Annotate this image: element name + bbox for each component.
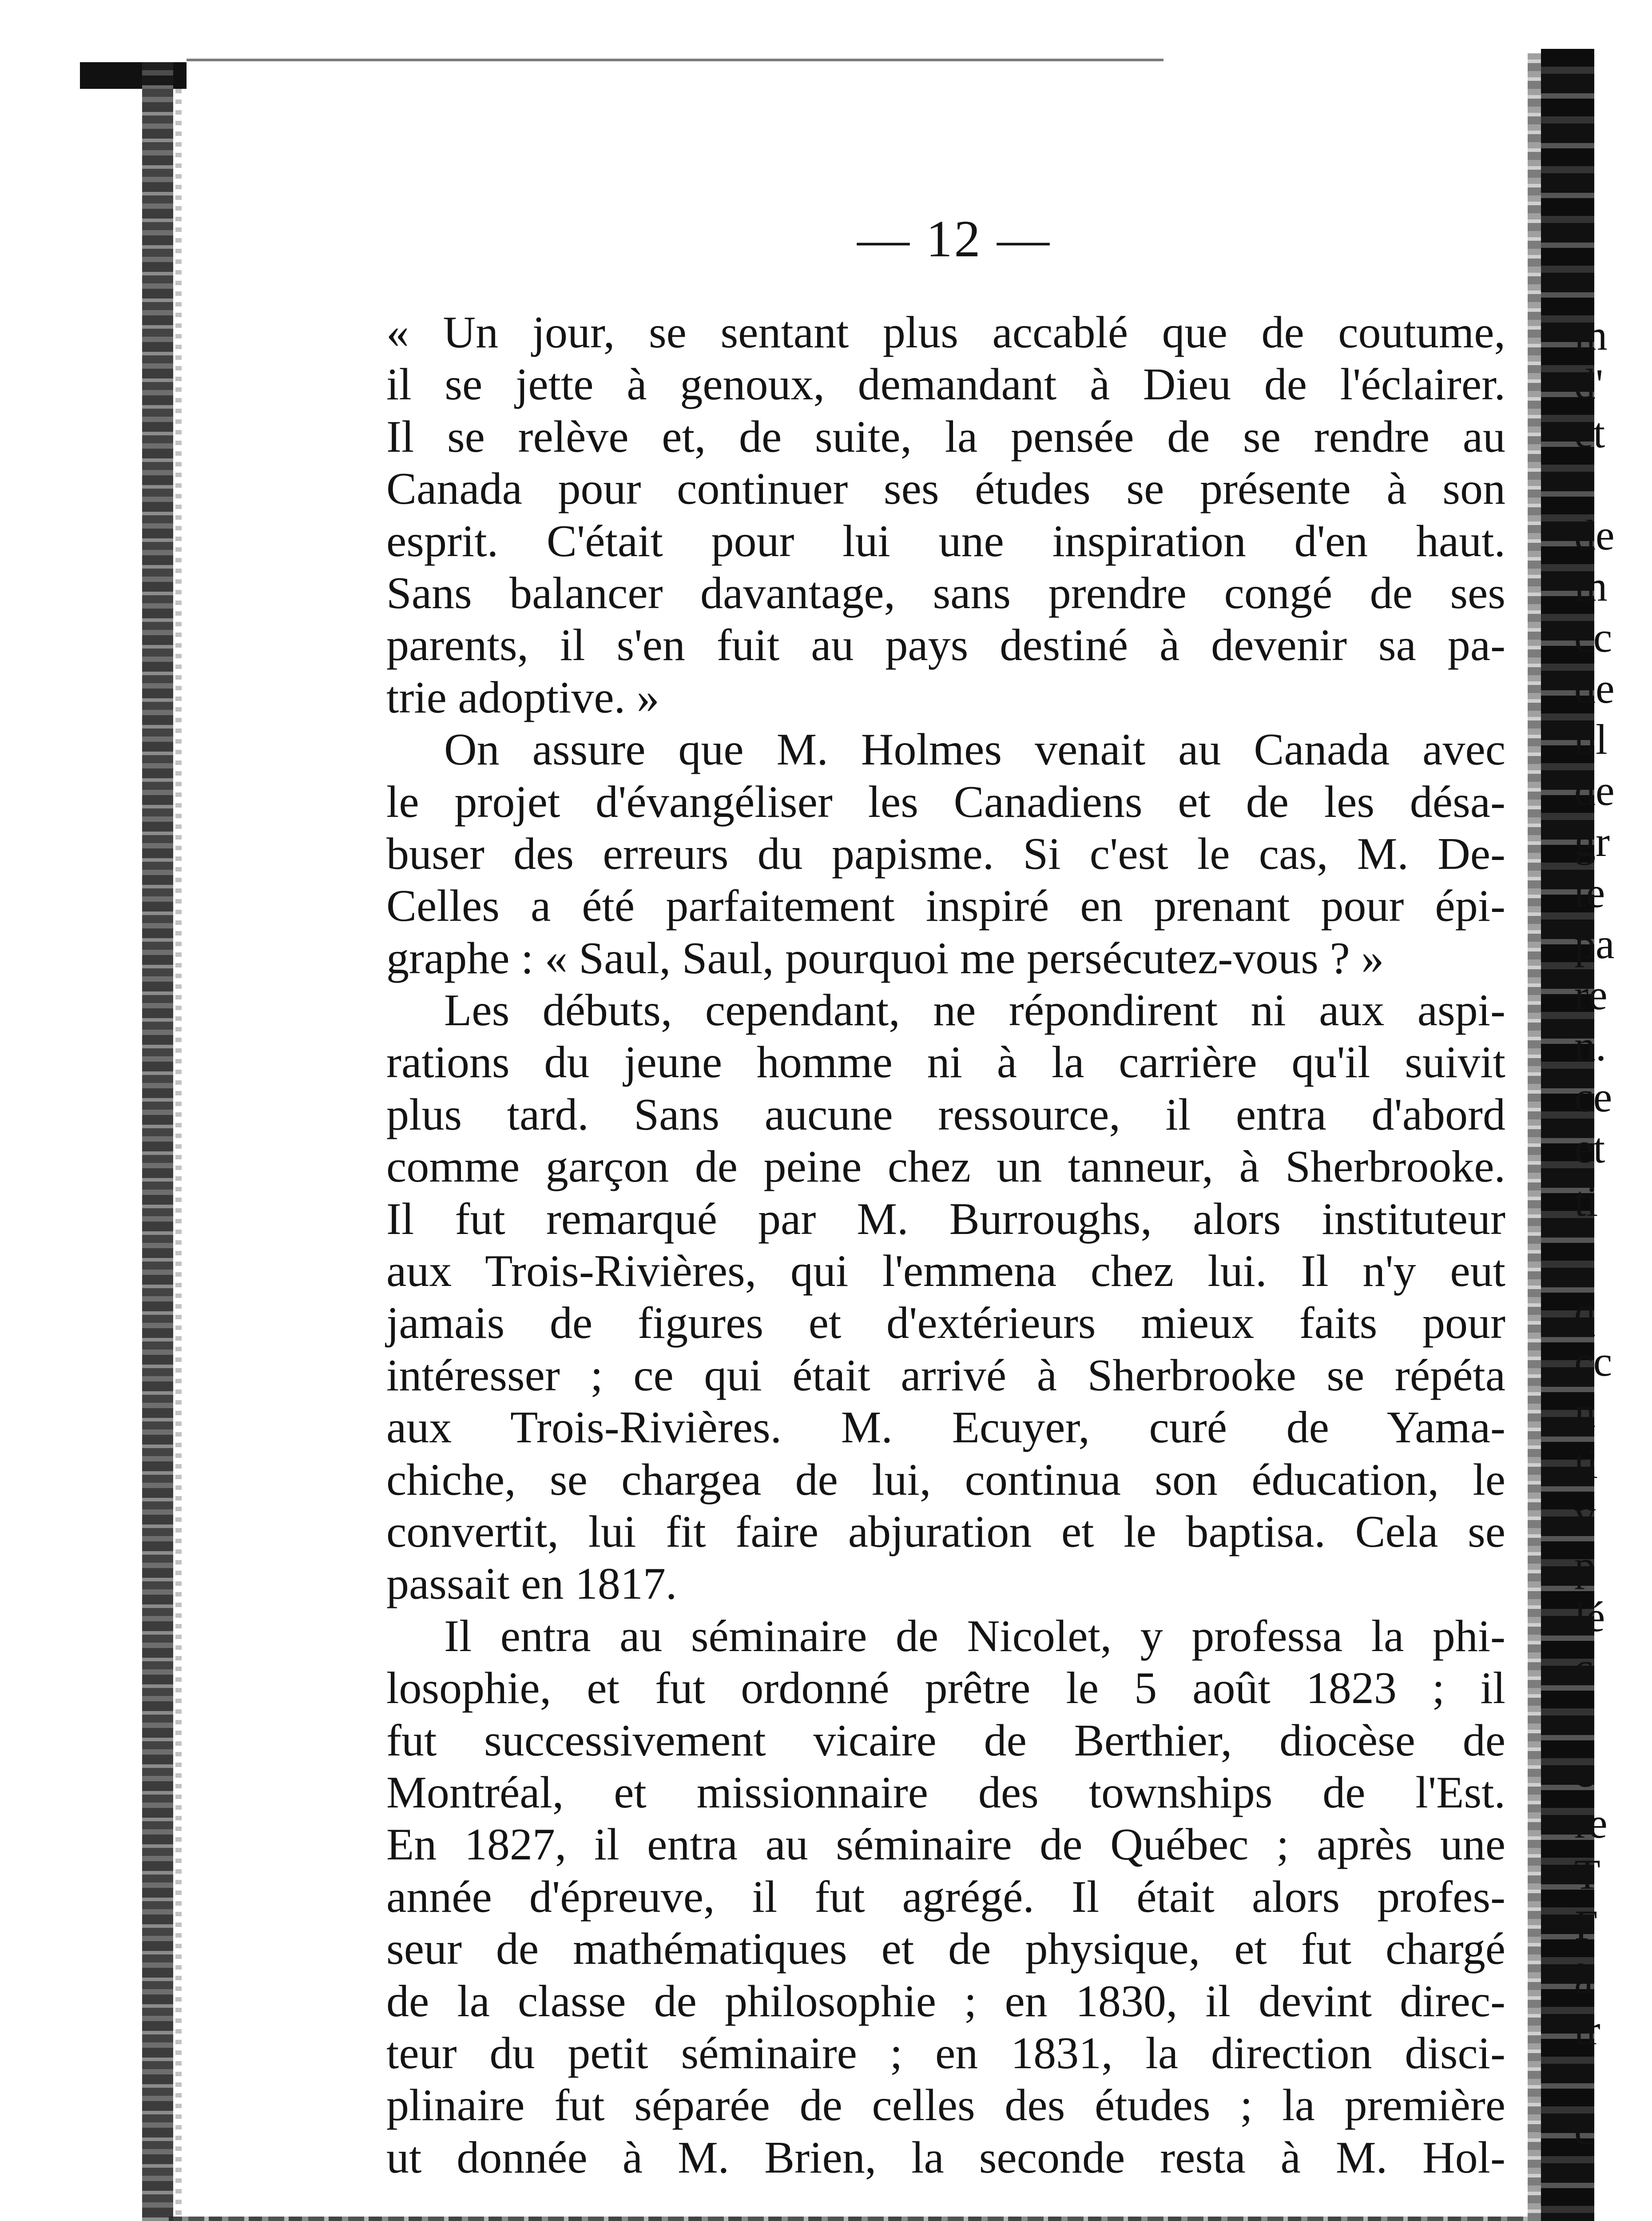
scan-artifact-left-edge bbox=[175, 89, 182, 2221]
text-line: buser des erreurs du papisme. Si c'est le cas, M. De- bbox=[386, 828, 1505, 879]
margin-fragment: cc bbox=[1574, 1337, 1612, 1385]
margin-fragment: pa bbox=[1574, 920, 1615, 967]
margin-fragment: lé bbox=[1574, 1593, 1605, 1640]
text-line: Les débuts, cependant, ne répondirent ni aux aspi- bbox=[444, 985, 1505, 1036]
margin-fragment: re bbox=[1574, 1799, 1608, 1847]
margin-fragment: n bbox=[1574, 1389, 1596, 1436]
margin-fragment: n. bbox=[1574, 1022, 1606, 1070]
margin-fragment: tr bbox=[1574, 2006, 1600, 2054]
margin-fragment: de bbox=[1574, 767, 1615, 814]
scan-artifact-bottom-edge bbox=[169, 2217, 1528, 2221]
text-line: ut donnée à M. Brien, la seconde resta à M. Hol- bbox=[386, 2132, 1505, 2183]
margin-fragment: F bbox=[1574, 1902, 1598, 1949]
text-line: losophie, et fut ordonné prêtre le 5 août 1823 ; il bbox=[386, 1663, 1505, 1714]
text-line: Il entra au séminaire de Nicolet, y professa la phi- bbox=[444, 1611, 1505, 1661]
text-line: année d'épreuve, il fut agrégé. Il était alors profes- bbox=[386, 1871, 1505, 1922]
margin-fragment: de bbox=[1574, 665, 1615, 712]
text-line: passait en 1817. bbox=[386, 1559, 677, 1609]
text-line: On assure que M. Holmes venait au Canada avec bbox=[444, 724, 1505, 775]
body-text bbox=[386, 306, 1505, 2184]
text-line: jamais de figures et d'extérieurs mieux faits pour bbox=[386, 1298, 1505, 1349]
margin-fragment: m bbox=[1574, 311, 1608, 359]
text-line: parents, il s'en fuit au pays destiné à devenir sa pa- bbox=[386, 620, 1505, 671]
margin-fragment: T bbox=[1574, 1851, 1600, 1898]
margin-fragment: à bbox=[1574, 1955, 1593, 2002]
text-line: de la classe de philosophie ; en 1830, il devint direc- bbox=[386, 1976, 1505, 2026]
text-line: aux Trois-Rivières. M. Ecuyer, curé de Yama- bbox=[386, 1402, 1505, 1453]
text-line: fut successivement vicaire de Berthier, diocèse de bbox=[386, 1715, 1505, 1766]
text-line: Il fut remarqué par M. Burroughs, alors instituteur bbox=[386, 1194, 1505, 1244]
margin-fragment: et bbox=[1574, 1124, 1605, 1172]
margin-fragment: p bbox=[1574, 1542, 1596, 1589]
text-line: il se jette à genoux, demandant à Dieu de l'éclairer. bbox=[386, 359, 1505, 410]
text-line: seur de mathématiques et de physique, et fut chargé bbox=[386, 1924, 1505, 1974]
text-line: « Un jour, se sentant plus accablé que de coutume, bbox=[386, 307, 1505, 358]
margin-fragment: cc bbox=[1574, 613, 1612, 661]
text-line: convertit, lui fit faire abjuration et le baptisa. Cela se bbox=[386, 1506, 1505, 1557]
margin-fragment: et bbox=[1574, 409, 1605, 457]
margin-fragment: v bbox=[1574, 1491, 1596, 1538]
text-line: chiche, se chargea de lui, continua son éducation, le bbox=[386, 1454, 1505, 1505]
text-line: le projet d'évangéliser les Canadiens et de les désa- bbox=[386, 776, 1505, 827]
margin-fragment: ti bbox=[1574, 1178, 1598, 1225]
text-line: plinaire fut séparée de celles des études ; la première bbox=[386, 2080, 1505, 2131]
text-line: En 1827, il entra au séminaire de Québec ; après une bbox=[386, 1819, 1505, 1870]
margin-fragment: re bbox=[1574, 971, 1608, 1019]
margin-fragment: ce bbox=[1574, 1073, 1612, 1121]
text-line: trie adoptive. » bbox=[386, 672, 659, 723]
margin-fragment: c bbox=[1574, 1748, 1593, 1796]
text-line: intéresser ; ce qui était arrivé à Sherbrooke se répéta bbox=[386, 1350, 1505, 1401]
text-line: Canada pour continuer ses études se présente à son bbox=[386, 464, 1505, 514]
margin-fragment: bl bbox=[1574, 716, 1608, 763]
text-line: plus tard. Sans aucune ressource, il entra d'abord bbox=[386, 1089, 1505, 1140]
margin-fragment: ti bbox=[1574, 1440, 1598, 1487]
text-line: Sans balancer davantage, sans prendre congé de ses bbox=[386, 568, 1505, 618]
margin-fragment: d' bbox=[1574, 360, 1604, 408]
margin-fragment: te bbox=[1574, 869, 1605, 916]
text-line: Il se relève et, de suite, la pensée de se rendre au bbox=[386, 411, 1505, 462]
text-line: teur du petit séminaire ; en 1831, la direction disci- bbox=[386, 2028, 1505, 2078]
margin-fragment: q bbox=[1574, 1289, 1596, 1336]
margin-fragment: m bbox=[1574, 562, 1608, 610]
adjacent-page-margin bbox=[1574, 0, 1652, 2221]
text-line: graphe : « Saul, Saul, pourquoi me persécutez-vous ? » bbox=[386, 933, 1384, 983]
text-line: esprit. C'était pour lui une inspiration d'en haut. bbox=[386, 516, 1505, 566]
text-line: Celles a été parfaitement inspiré en prenant pour épi- bbox=[386, 881, 1505, 931]
page-number: — 12 — bbox=[857, 210, 1051, 268]
text-line: Montréal, et missionnaire des townships de l'Est. bbox=[386, 1767, 1505, 1818]
margin-fragment: gr bbox=[1574, 818, 1610, 865]
text-line: rations du jeune homme ni à la carrière qu'il suivit bbox=[386, 1037, 1505, 1088]
margin-fragment: de bbox=[1574, 511, 1615, 559]
margin-fragment: c bbox=[1574, 2106, 1593, 2153]
scan-artifact-right-gutter bbox=[1528, 53, 1541, 2221]
text-line: comme garçon de peine chez un tanneur, à Sherbrooke. bbox=[386, 1142, 1505, 1192]
text-line: aux Trois-Rivières, qui l'emmena chez lui. Il n'y eut bbox=[386, 1246, 1505, 1297]
scan-artifact-left-binding bbox=[142, 62, 173, 2221]
margin-fragment: c bbox=[1574, 1644, 1593, 1692]
scan-artifact-top-line bbox=[187, 59, 1164, 61]
